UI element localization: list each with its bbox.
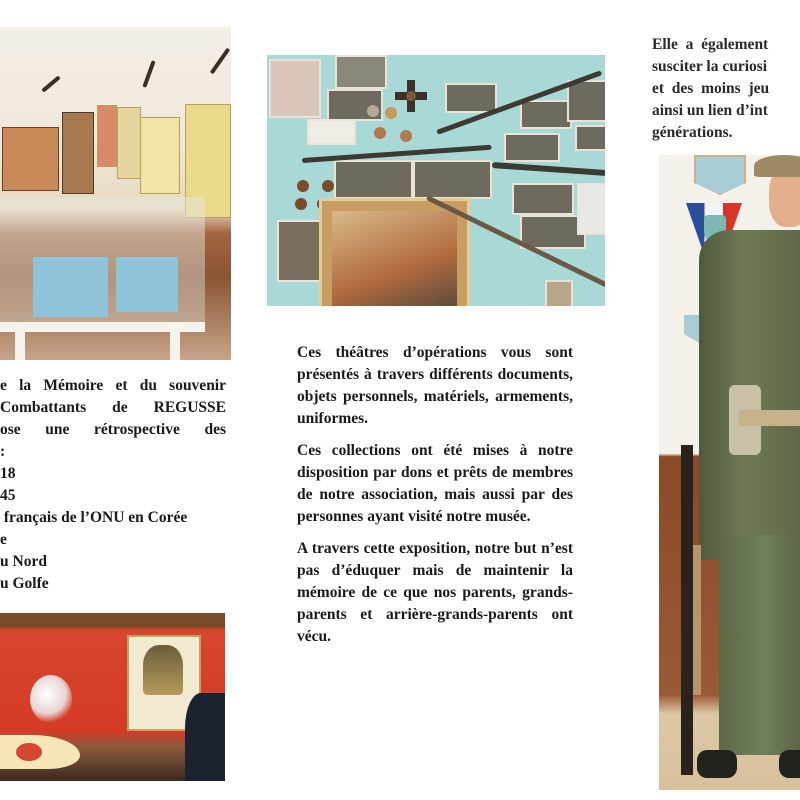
belt — [739, 410, 800, 426]
portrait-photo — [545, 280, 573, 306]
document — [577, 183, 605, 235]
postcard — [335, 55, 387, 89]
postcard — [567, 80, 605, 122]
intro-line: e la Mémoire et du souvenir — [0, 377, 226, 394]
text-line: susciter la curiosi — [652, 58, 768, 75]
postcard — [413, 160, 492, 199]
boot — [779, 750, 800, 778]
medal — [297, 180, 309, 192]
rifle-on-wall — [210, 48, 230, 75]
croix-de-guerre-icon — [395, 80, 427, 112]
paragraph-theatres: Ces théâtres d’opérations vous sont présentés à travers différents documents, objets personnels, matériels, armements, uniformes. — [297, 344, 573, 427]
rifle-on-wall — [142, 60, 155, 88]
left-column-text — [0, 375, 226, 595]
list-item: français de l’ONU en Corée — [0, 509, 188, 526]
bush-hat — [754, 155, 800, 177]
medal — [400, 130, 412, 142]
postcard — [520, 100, 572, 129]
list-item: e — [0, 531, 7, 548]
photo-board — [140, 117, 180, 194]
pennant — [694, 155, 746, 195]
display-cabinet — [62, 112, 94, 194]
flag — [0, 735, 80, 769]
medal — [385, 107, 397, 119]
text-line: générations. — [652, 124, 733, 141]
framed-painting — [319, 198, 470, 306]
flags-display-photo — [0, 613, 225, 781]
text-line: et des moins jeu — [652, 80, 770, 97]
medal — [295, 198, 307, 210]
medal — [322, 180, 334, 192]
intro-line: ose une rétrospective des — [0, 421, 226, 438]
rifle-on-wall — [41, 75, 60, 92]
soldier-mannequin-photo — [659, 155, 800, 790]
display-cabinet — [2, 127, 59, 191]
right-column-text — [652, 34, 800, 144]
museum-room-photo — [0, 27, 231, 360]
medal — [367, 105, 379, 117]
case-leg — [170, 327, 180, 360]
intro-line: Combattants de REGUSSE — [0, 399, 226, 416]
list-item: 45 — [0, 487, 16, 504]
bust-emblem — [30, 675, 72, 723]
center-column-text — [297, 342, 573, 648]
case-contents — [33, 257, 108, 317]
photo-board — [117, 107, 141, 179]
bayonet — [492, 162, 605, 176]
list-item: 18 — [0, 465, 16, 482]
case-contents — [116, 257, 178, 312]
postcard — [504, 133, 560, 162]
medal — [374, 127, 386, 139]
text-line: Elle a également — [652, 36, 769, 53]
wwi-display-photo — [267, 55, 605, 306]
shadow — [185, 693, 225, 781]
poster — [97, 105, 117, 167]
list-item: u Nord — [0, 553, 47, 570]
postcard — [512, 183, 574, 215]
uniform-trousers — [719, 535, 800, 755]
postcard — [334, 160, 413, 199]
paragraph-exposition: A travers cette exposition, notre but n’est pas d’éduquer mais de maintenir la mémoire de ce que nos parents, grands-parents et arrière-grands-parents ont vécu. — [297, 540, 573, 645]
case-leg — [15, 327, 25, 360]
intro-line: : — [0, 443, 6, 460]
postcard — [445, 83, 497, 113]
postcard — [575, 125, 605, 151]
rifle — [681, 445, 693, 775]
paragraph-collections: Ces collections ont été mises à notre disposition par dons et prêts de membres de notre association, mais aussi par des personnes ayant visité notre musée. — [297, 442, 573, 525]
document — [269, 59, 321, 118]
boot — [697, 750, 737, 778]
label-card — [307, 119, 356, 145]
text-line: ainsi un lien d’int — [652, 102, 768, 119]
list-item: u Golfe — [0, 575, 49, 592]
rifle-stock — [693, 545, 701, 695]
